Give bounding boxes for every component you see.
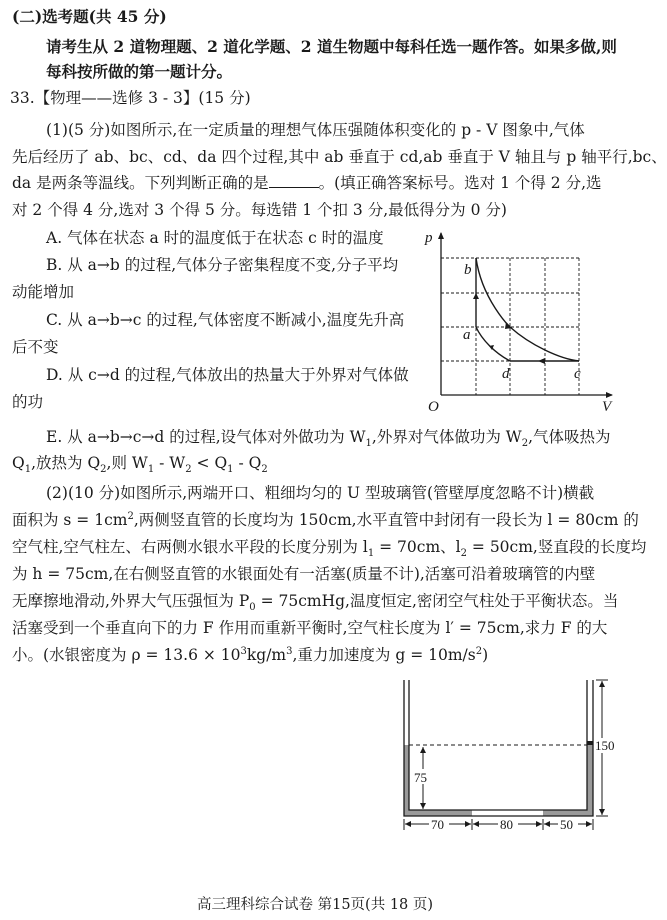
option-e-text-1: E. 从 a→b→c→d 的过程,设气体对外做功为 W <box>46 428 366 446</box>
arrow-cd <box>538 358 545 364</box>
part2-line-7 <box>12 645 488 665</box>
subscript: 2 <box>100 464 107 476</box>
tube-inner-wall <box>409 680 587 810</box>
option-e-text-8: - Q <box>233 454 262 472</box>
mercury-left-horizontal <box>404 810 472 816</box>
part2-line-5 <box>12 591 619 614</box>
part2-text: kg/m <box>246 646 287 664</box>
dimension-l2-label: 50 <box>560 817 573 832</box>
arrow-ab <box>473 293 479 299</box>
part1-line-4: 对 2 个得 4 分,选对 3 个得 5 分。每选错 1 个扣 3 分,最低得分为 0 分) <box>12 201 507 219</box>
part2-text: 小。(水银密度为 ρ = 13.6 × 10 <box>12 646 241 664</box>
subscript: 2 <box>521 438 529 450</box>
option-d-line-1: D. 从 c→d 的过程,气体放出的热量大于外界对气体做 <box>46 366 409 384</box>
option-e-text-6: - W <box>154 454 186 472</box>
option-e-text-2: ,外界对气体做功为 W <box>371 428 522 446</box>
subscript: 1 <box>227 464 234 476</box>
piston <box>587 741 593 745</box>
superscript: 2 <box>475 645 483 657</box>
part1-line-3-rest: 。(填正确答案标号。选对 1 个得 2 分,选 <box>318 174 602 192</box>
option-d-line-2: 的功 <box>12 393 44 411</box>
part2-text: ) <box>482 646 489 664</box>
subscript: 2 <box>261 464 268 476</box>
mercury-left-vertical <box>404 745 409 816</box>
dimension-height-label: 150 <box>595 738 615 753</box>
dimension-l1-label: 70 <box>431 817 444 832</box>
instruction-line-1: 请考生从 2 道物理题、2 道化学题、2 道生物题中每科任选一题作答。如果多做,则 <box>46 37 617 56</box>
subscript: 0 <box>249 602 256 614</box>
option-b-line-1: B. 从 a→b 的过程,气体分子密集程度不变,分子平均 <box>46 256 399 274</box>
question-header: 33.【物理——选修 3 - 3】(15 分) <box>10 89 251 107</box>
answer-blank[interactable] <box>269 173 319 188</box>
subscript: 2 <box>185 464 192 476</box>
option-e-text-5: ,则 W <box>106 454 148 472</box>
tube-outer-wall <box>404 680 593 816</box>
v-axis-label: V <box>602 399 612 415</box>
part2-text: ,两侧竖直管的长度均为 150cm,水平直管中封闭有一段长为 l = 80cm 的 <box>133 511 639 529</box>
part1-line-1: (1)(5 分)如图所示,在一定质量的理想气体压强随体积变化的 p - V 图象中,气体 <box>46 121 585 139</box>
part2-line-2 <box>12 510 639 530</box>
point-c-label: c <box>574 366 581 382</box>
part1-line-3-text: da 是两条等温线。下列判断正确的是 <box>12 174 269 192</box>
part1-line-3 <box>12 173 602 193</box>
point-a-label: a <box>463 327 471 343</box>
part2-text: ,重力加速度为 g = 10m/s <box>292 646 476 664</box>
option-c-line-1: C. 从 a→b→c 的过程,气体密度不断减小,温度先升高 <box>46 311 405 329</box>
superscript: 2 <box>127 510 134 522</box>
part2-text: 面积为 s = 1cm <box>12 511 128 529</box>
part2-line-4: 为 h = 75cm,在右侧竖直管的水银面处有一活塞(质量不计),活塞可沿着玻璃管的内壁 <box>12 565 596 583</box>
u-tube-diagram <box>395 675 620 835</box>
part2-line-1: (2)(10 分)如图所示,两端开口、粗细均匀的 U 型玻璃管(管壁厚度忽略不计)横截 <box>46 484 595 502</box>
option-a: A. 气体在状态 a 时的温度低于在状态 c 时的温度 <box>46 229 384 247</box>
mercury-right-vertical <box>587 745 593 816</box>
mercury-right-horizontal <box>543 810 593 816</box>
option-e-text-4: ,放热为 Q <box>31 454 101 472</box>
p-axis-label: p <box>425 230 433 246</box>
option-e-line-2 <box>12 453 268 476</box>
option-c-line-2: 后不变 <box>12 338 59 356</box>
origin-label: O <box>428 399 439 415</box>
point-d-label: d <box>502 366 510 382</box>
option-e-q: Q <box>12 454 25 472</box>
option-b-line-2: 动能增加 <box>12 283 75 301</box>
subscript: 2 <box>460 548 467 560</box>
process-da <box>476 327 510 361</box>
point-b-label: b <box>464 262 472 278</box>
subscript: 1 <box>147 464 155 476</box>
superscript: 3 <box>240 645 247 657</box>
subscript: 1 <box>24 464 32 476</box>
subscript: 1 <box>367 548 375 560</box>
option-e-text-7: < Q <box>191 454 228 472</box>
superscript: 3 <box>286 645 293 657</box>
part2-text: 空气柱,空气柱左、右两侧水银水平段的长度分别为 l <box>12 538 368 556</box>
option-e-text-3: ,气体吸热为 <box>528 428 611 446</box>
page-footer: 高三理科综合试卷 第15页(共 18 页) <box>197 897 434 913</box>
section-title: (二)选考题(共 45 分) <box>12 7 167 26</box>
part1-line-2: 先后经历了 ab、bc、cd、da 四个过程,其中 ab 垂直于 cd,ab 垂直于 V 轴且与 p 轴平行,bc、 <box>12 148 667 166</box>
option-e-line-1 <box>46 427 611 450</box>
dimension-l-label: 80 <box>500 817 513 832</box>
subscript: 1 <box>365 438 372 450</box>
dimension-h-label: 75 <box>414 770 427 785</box>
part2-line-6: 活塞受到一个垂直向下的力 F 作用而重新平衡时,空气柱长度为 l′ = 75cm,求力 F 的大 <box>12 619 608 637</box>
part2-line-3 <box>12 537 647 560</box>
part2-text: 无摩擦地滑动,外界大气压强恒为 P <box>12 592 250 610</box>
part2-text: = 50cm,竖直段的长度均 <box>466 538 647 556</box>
part2-text: = 70cm、l <box>374 538 461 556</box>
pv-diagram <box>420 225 620 415</box>
part2-text: = 75cmHg,温度恒定,密闭空气柱处于平衡状态。当 <box>255 592 619 610</box>
arrow-bc <box>505 322 512 329</box>
instruction-line-2: 每科按所做的第一题计分。 <box>46 62 233 81</box>
